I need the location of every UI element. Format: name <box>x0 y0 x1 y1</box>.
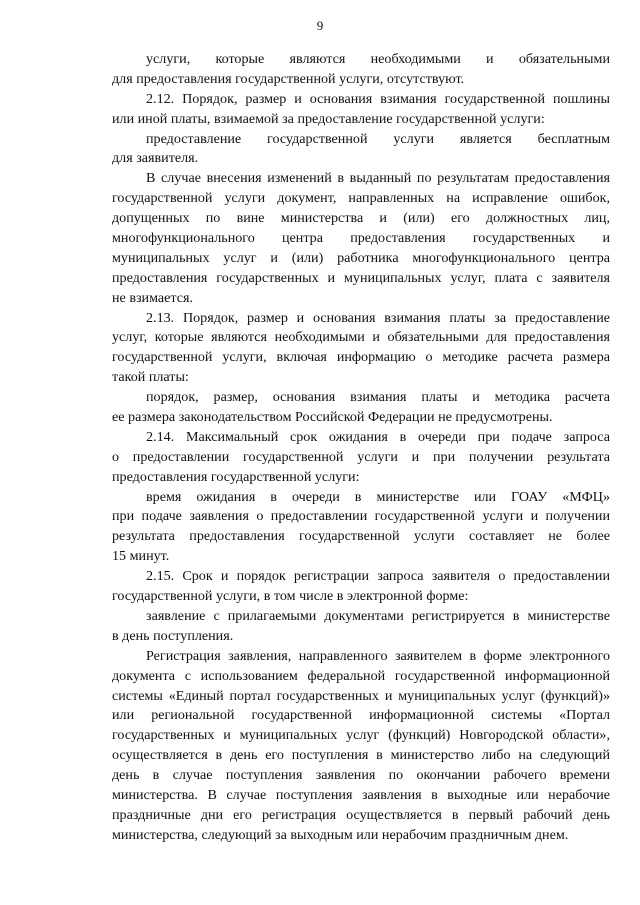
text-line: муниципальных услуг и (или) работника многофункционального центра <box>112 249 610 266</box>
text-line: услуги, которые являются необходимыми и обязательными <box>146 51 610 67</box>
text-line: Регистрация заявления, направленного заявителем в форме электронного <box>146 647 610 664</box>
text-line: государственной услуги документ, направленных на исправление ошибок, <box>112 190 610 207</box>
text-line: или региональной государственной информационной системы «Портал <box>112 707 610 724</box>
text-line: для предоставления государственной услуги, отсутствуют. <box>112 70 465 87</box>
text-line: такой платы: <box>112 369 189 386</box>
text-line: 2.14. Максимальный срок ожидания в очереди при подаче запроса <box>146 428 610 445</box>
text-line: 2.12. Порядок, размер и основания взимания государственной пошлины <box>146 90 610 107</box>
text-line: системы «Единый портал государственных и муниципальных услуг (функций)» <box>112 687 610 704</box>
text-line: или иной платы, взимаемой за предоставление государственной услуги: <box>112 110 545 127</box>
text-line: предоставления государственных и муниципальных услуг, плата с заявителя <box>112 269 610 286</box>
text-line: заявление с прилагаемыми документами регистрируется в министерстве <box>146 607 610 624</box>
text-line: В случае внесения изменений в выданный по результатам предоставления <box>146 170 610 187</box>
text-line: порядок, размер, основания взимания платы и методика расчета <box>146 389 610 406</box>
text-line: 15 минут. <box>112 548 170 565</box>
text-line: услуг, которые являются необходимыми и обязательными для предоставления <box>112 329 610 346</box>
text-line: для заявителя. <box>112 150 199 167</box>
document-body <box>112 50 610 846</box>
text-line: ее размера законодательством Российской Федерации не предусмотрены. <box>112 409 553 426</box>
text-line: 2.15. Срок и порядок регистрации запроса заявителя о предоставлении <box>146 568 610 585</box>
text-line: министерства, следующий за выходным или нерабочим праздничным днем. <box>112 826 569 843</box>
text-line: о предоставлении государственной услуги и при получении результата <box>112 448 610 465</box>
text-line: предоставление государственной услуги является бесплатным <box>146 130 610 147</box>
text-line: день в случае поступления заявления по окончании рабочего времени <box>112 767 610 784</box>
text-line: при подаче заявления о предоставлении государственной услуги и получении <box>112 508 610 525</box>
text-line: предоставления государственной услуги: <box>112 468 360 485</box>
text-line: результата предоставления государственной услуги составляет не более <box>112 528 610 545</box>
text-line: допущенных по вине министерства и (или) его должностных лиц, <box>112 210 610 227</box>
text-line: время ожидания в очереди в министерстве или ГОАУ «МФЦ» <box>146 488 610 505</box>
text-line: многофункционального центра предоставления государственных и <box>112 230 610 247</box>
text-line: 2.13. Порядок, размер и основания взимания платы за предоставление <box>146 309 610 326</box>
text-line: в день поступления. <box>112 627 234 644</box>
text-line: документа с использованием федеральной государственной информационной <box>112 667 610 684</box>
text-line: министерства. В случае поступления заявления в выходные или нерабочие <box>112 786 610 803</box>
text-line: государственных и муниципальных услуг (функций) Новгородской области», <box>112 727 610 744</box>
page-number: 9 <box>316 18 324 33</box>
text-line: праздничные дни его регистрация осуществляется в первый рабочий день <box>112 806 610 823</box>
text-line: государственной услуги, в том числе в электронной форме: <box>112 588 469 605</box>
text-line: осуществляется в день его поступления в министерство либо на следующий <box>112 747 610 764</box>
text-line: государственной услуги, включая информацию о методике расчета размера <box>112 349 610 366</box>
text-line: не взимается. <box>112 289 194 306</box>
